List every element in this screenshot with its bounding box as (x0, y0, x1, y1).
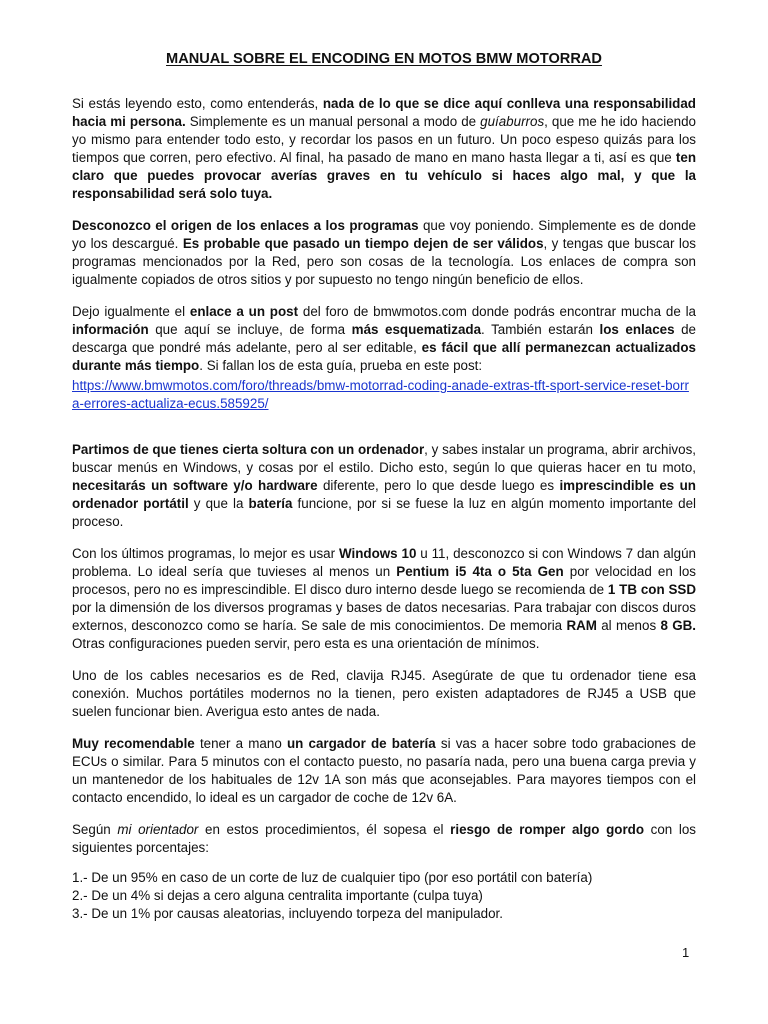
list-item: 3.- De un 1% por causas aleatorias, incluyendo torpeza del manipulador. (72, 906, 503, 921)
bold-text: información (72, 322, 149, 337)
bold-text: RAM (566, 618, 597, 633)
bold-text: Muy recomendable (72, 736, 195, 751)
bold-text: imprescindible es un ordenador portátil (72, 478, 696, 511)
text: del foro de bmwmotos.com donde podrás encontrar mucha de la (298, 304, 696, 319)
text: Según (72, 822, 118, 837)
text: con los siguientes porcentajes: (72, 822, 696, 855)
text: al menos (596, 618, 661, 633)
bold-text: Es probable que pasado un tiempo dejen de ser válidos (182, 236, 544, 251)
risk-list (72, 869, 696, 923)
bold-text: 1 TB con SSD (607, 582, 696, 597)
text: . Si fallan los de esta guía, prueba en este post: (199, 358, 483, 373)
text: y que la (188, 496, 249, 511)
text: funcione, por si se fuese la luz en algún momento importante del proceso. (72, 496, 696, 529)
text: Otras configuraciones pueden servir, pero esta es una orientación de mínimos. (72, 636, 540, 651)
bold-text: 8 GB. (660, 618, 697, 633)
text: Simplemente es un manual personal a modo de (185, 114, 481, 129)
paragraph-links-origin (72, 217, 696, 289)
bold-text: necesitarás un software y/o hardware (72, 478, 318, 493)
text: por la dimensión de los diversos programas y bases de datos necesarias. Para trabajar con discos duros externos, desconozco como se haría. Se sale de mis conocimientos. De memoria (72, 600, 696, 633)
italic-text: guíaburros (480, 114, 545, 129)
document-title: MANUAL SOBRE EL ENCODING EN MOTOS BMW MOTORRAD (166, 51, 602, 67)
text: diferente, pero lo que desde luego es (317, 478, 560, 493)
bold-text: Partimos de que tienes cierta soltura con un ordenador (72, 442, 425, 457)
bold-text: enlace a un post (189, 304, 299, 319)
text: tener a mano (194, 736, 287, 751)
text: Dejo igualmente el (72, 304, 190, 319)
paragraph-forum-post (72, 303, 696, 375)
text: . También estarán (481, 322, 600, 337)
paragraph-hardware (72, 545, 696, 653)
paragraph-disclaimer (72, 95, 696, 203)
paragraph-requirements (72, 441, 696, 531)
text: si vas a hacer sobre todo grabaciones de ECUs o similar. Para 5 minutos con el contacto puesto, no pasaría nada, pero una buena carga previa y un mantenedor de los habituales de 12v 1A son más que aconsejables. Para mayores tiempos con el contacto encendido, lo ideal es un cargador de coche de 12v 6A. (72, 736, 696, 805)
bold-text: los enlaces (599, 322, 675, 337)
bold-text: Desconozco el origen de los enlaces a los programas (72, 218, 419, 233)
text: Con los últimos programas, lo mejor es usar (72, 546, 339, 561)
text: Si estás leyendo esto, como entenderás, (72, 96, 323, 111)
text: que aquí se incluye, de forma (148, 322, 352, 337)
text: , y sabes instalar un programa, abrir archivos, buscar menús en Windows, y cosas por el estilo. Dicho esto, según lo que quieras hacer en tu moto, (72, 442, 696, 475)
link-paragraph (72, 377, 696, 413)
bold-text: más esquematizada (351, 322, 482, 337)
italic-text: mi orientador (117, 822, 199, 837)
list-item: 1.- De un 95% en caso de un corte de luz de cualquier tipo (por eso portátil con batería) (72, 870, 593, 885)
bold-text: Pentium i5 4ta o 5ta Gen (396, 564, 564, 579)
paragraph-risk (72, 821, 696, 857)
text: u 11, desconozco si con Windows 7 dan algún problema. Lo ideal sería que tuvieses al menos un (72, 546, 696, 579)
forum-post-link[interactable]: https://www.bmwmotos.com/foro/threads/bmw-motorrad-coding-anade-extras-tft-sport-service-reset-borra-errores-actualiza-ecus.585925/ (72, 378, 689, 411)
text: por velocidad en los procesos, pero no es imprescindible. El disco duro interno desde luego se recomienda de (72, 564, 696, 597)
page-number: 1 (682, 945, 690, 960)
text: en estos procedimientos, él sopesa el (198, 822, 451, 837)
text: que voy poniendo. Simplemente es de donde yo los descargué. (72, 218, 697, 251)
bold-text: batería (248, 496, 293, 511)
text: , y tengas que buscar los programas mencionados por la Red, pero son cosas de la tecnología. Los enlaces de compra son igualmente copiados de otros sitios y por supuesto no tengo ningún beneficio de ellos. (72, 236, 696, 287)
text: , que me he ido haciendo yo mismo para entender todo esto, y recordar los pasos en un futuro. Un poco espeso quizás para los tiempos que corren, pero efectivo. Al final, ha pasado de mano en mano hasta llegar a ti, así es que (72, 114, 696, 165)
paragraph-cables: Uno de los cables necesarios es de Red, clavija RJ45. Asegúrate de que tu ordenador tiene esa conexión. Muchos portátiles modernos no la tienen, pero existen adaptadores de RJ45 a USB que suelen funcionar bien. Averigua esto antes de nada. (72, 668, 696, 719)
bold-text: Windows 10 (338, 546, 417, 561)
list-item: 2.- De un 4% si dejas a cero alguna centralita importante (culpa tuya) (72, 888, 483, 903)
paragraph-charger (72, 735, 696, 807)
document-body (72, 95, 696, 923)
text: de descarga que pondré más adelante, pero al ser editable, (72, 322, 696, 355)
bold-text: ten claro que puedes provocar averías graves en tu vehículo si haces algo mal, y que la responsabilidad será solo tuya. (72, 150, 696, 201)
bold-text: nada de lo que se dice aquí conlleva una responsabilidad hacia mi persona. (72, 96, 696, 129)
bold-text: riesgo de romper algo gordo (450, 822, 645, 837)
bold-text: es fácil que allí permanezcan actualizados durante más tiempo (72, 340, 696, 373)
bold-text: un cargador de batería (286, 736, 436, 751)
